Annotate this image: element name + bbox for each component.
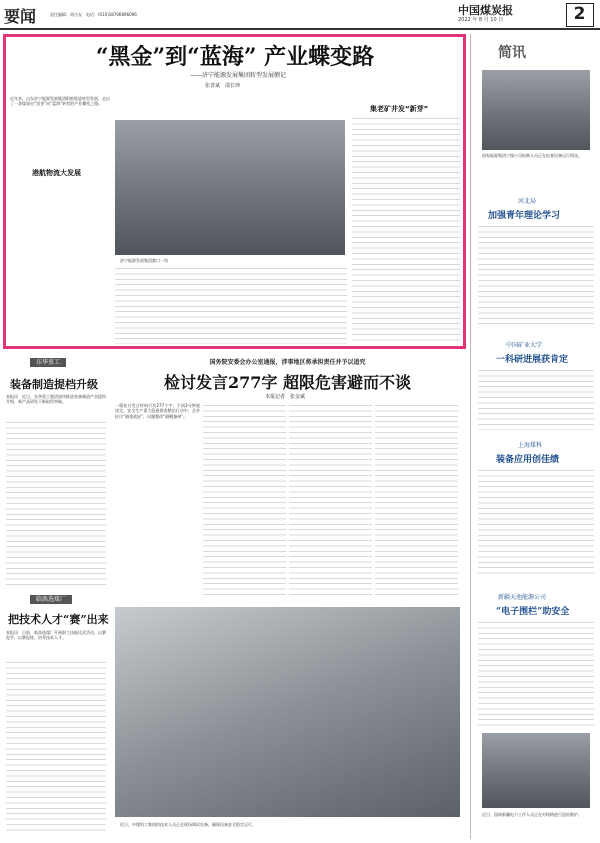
right-org-1: 河北局 xyxy=(518,198,537,205)
second-title: 检讨发言277字 超限危害避而不谈 xyxy=(164,373,411,392)
left-text-2 xyxy=(6,660,106,835)
lead-subhead-1: 港航物流大发展 xyxy=(32,169,81,177)
right-title-4: “电子围栏”助安全 xyxy=(496,607,570,617)
lead-photo xyxy=(115,120,345,255)
right-org-2: 中国矿业大学 xyxy=(506,342,543,349)
left-body-2-col xyxy=(6,630,106,660)
right-photo-1 xyxy=(482,70,590,150)
lead-subhead-2: 集老矿井发“新芽” xyxy=(370,105,429,113)
right-title-1: 加强青年理论学习 xyxy=(488,211,561,221)
briefs-header: 简讯 xyxy=(498,45,526,61)
left-body-1: 本报讯 近日，东华重工集团加快推进装备制造产业提档升级，新产品研发不断取得突破。 xyxy=(6,394,106,405)
second-body: 一篇检讨发言材料只有277个字，不到3分钟就读完。安全生产重大隐患排查整治行动中，企业检讨“避重就轻”，问题整改“隔靴搔痒”。 xyxy=(115,403,200,419)
section-title: 要闻 xyxy=(4,7,37,26)
left-text-1 xyxy=(6,420,106,585)
newspaper-name: 中国煤炭报 xyxy=(458,4,513,17)
left-title-1: 装备制造提档升级 xyxy=(10,378,98,391)
header-rule xyxy=(0,28,600,30)
right-text-1 xyxy=(478,224,594,328)
second-body-col xyxy=(115,403,200,595)
right-title-3: 装备应用创佳绩 xyxy=(496,455,560,465)
lead-title: “黑金”到“蓝海” 产业蝶变路 xyxy=(95,44,375,70)
lead-column-1 xyxy=(10,96,110,344)
right-org-3: 上海煤科 xyxy=(518,442,543,449)
right-column-divider xyxy=(470,34,471,839)
lead-text-bottom xyxy=(115,266,347,344)
bottom-photo xyxy=(115,607,460,817)
right-photo-2 xyxy=(482,733,590,808)
left-body-2: 本报讯 日前，临涣选煤厂开展职工技能比武活动，以赛促学、以赛促练，培养技术人才。 xyxy=(6,630,106,641)
editor-info: 责任编辑：胡吉友 电话：(010)18706896096 xyxy=(50,12,137,17)
lead-text-right xyxy=(352,116,460,344)
issue-date: 2022 年 8 月 10 日 xyxy=(458,17,504,23)
lead-subtitle: ——济宁能源发展集团转型发展侧记 xyxy=(190,72,287,79)
second-byline: 本报记者 张金斌 xyxy=(265,394,306,400)
second-kicker: 国务院安委会办公室通报，涉事地区将承担责任并予以追究 xyxy=(209,359,366,366)
right-text-3 xyxy=(478,468,594,578)
lead-body: 近年来，山东济宁能源发展集团积极推进转型发展，走出了一条煤炭由“黑金”向“蓝海”转型的产业蝶变之路。 xyxy=(10,96,110,107)
second-text xyxy=(203,403,461,595)
right-text-4 xyxy=(478,620,594,726)
left-title-2: 把技术人才“赛”出来 xyxy=(8,613,109,626)
lead-photo-caption: 济宁能源发展集团港口一角 xyxy=(120,258,168,263)
right-photo-2-caption: 近日，国网新疆电力工作人员正在对线路进行巡检维护。 xyxy=(482,812,582,817)
lead-byline: 张善斌 邵长坤 xyxy=(205,83,241,89)
right-title-2: 一科研进展获肯定 xyxy=(496,355,569,365)
right-text-2 xyxy=(478,368,594,430)
right-org-4: 新疆天池能源公司 xyxy=(498,594,547,601)
bottom-photo-caption: 近日，中煤科工集团的技术人员正在现场调试设备，确保设备安全稳定运行。 xyxy=(120,822,256,827)
left-tag-1: 东华重工 xyxy=(30,358,66,367)
left-tag-2: 临涣选煤厂 xyxy=(30,595,72,604)
page-number: 2 xyxy=(573,4,586,24)
right-photo-1-caption: 国家能源集团宁煤公司检修人员正在检查设备运行情况。 xyxy=(482,153,582,158)
